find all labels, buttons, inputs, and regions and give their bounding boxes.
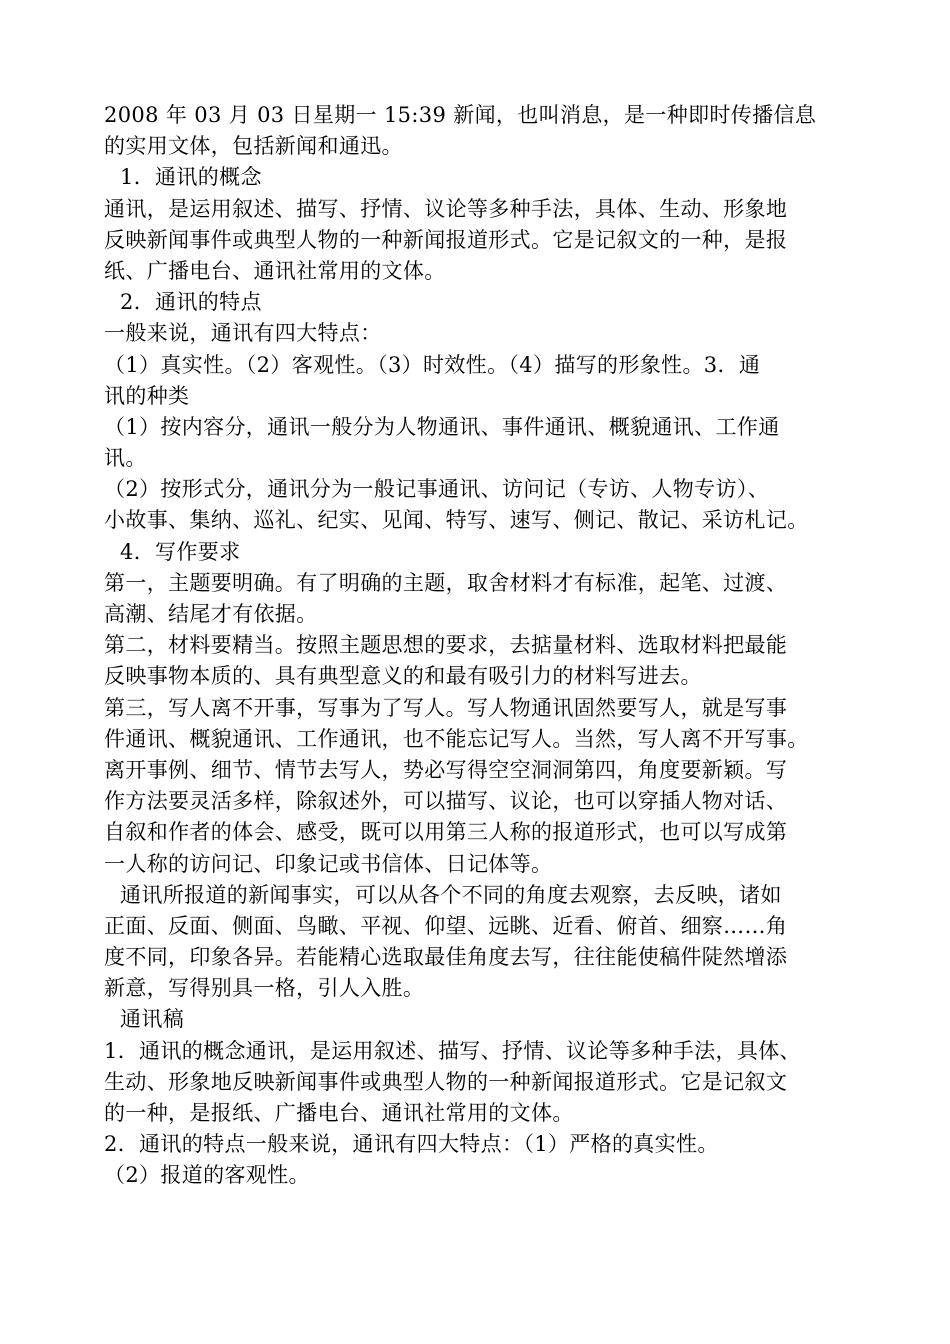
text-line: 第一，主题要明确。有了明确的主题，取舍材料才有标准，起笔、过渡、 bbox=[104, 570, 788, 595]
text-line: 的实用文体，包括新闻和通迅。 bbox=[104, 134, 403, 159]
text-line: 一人称的访问记、印象记或书信体、日记体等。 bbox=[104, 851, 553, 876]
text-line: （1）按内容分，通讯一般分为人物通讯、事件通讯、概貌通讯、工作通 bbox=[104, 414, 780, 439]
text-line: 通讯所报道的新闻事实，可以从各个不同的角度去观察，去反映，诸如 bbox=[120, 882, 782, 907]
text-line: 反映事物本质的、具有典型意义的和最有吸引力的材料写进去。 bbox=[104, 664, 702, 689]
section-heading: 1．通讯的概念 bbox=[120, 165, 262, 190]
text-line: 纸、广播电台、通讯社常用的文体。 bbox=[104, 258, 446, 283]
text-line: 反映新闻事件或典型人物的一种新闻报道形式。它是记叙文的一种，是报 bbox=[104, 227, 788, 252]
section-heading: 2．通讯的特点 bbox=[120, 290, 262, 315]
section-heading: 4．写作要求 bbox=[120, 539, 241, 564]
text-line: 通讯，是运用叙述、描写、抒情、议论等多种手法，具体、生动、形象地 bbox=[104, 196, 788, 221]
text-line: 高潮、结尾才有依据。 bbox=[104, 602, 318, 626]
text-line: 2008 年 03 月 03 日星期一 15:39 新闻，也叫消息，是一种即时传播信息 bbox=[104, 103, 817, 127]
text-line: 作方法要灵活多样，除叙述外，可以描写、议论，也可以穿插人物对话、 bbox=[104, 789, 788, 814]
text-line: 讯。 bbox=[104, 446, 147, 471]
text-line: 第三，写人离不开事，写事为了写人。写人物通讯固然要写人，就是写事 bbox=[104, 695, 788, 720]
text-line: 2．通讯的特点一般来说，通讯有四大特点：（1）严格的真实性。 bbox=[104, 1132, 719, 1157]
text-line: 生动、形象地反映新闻事件或典型人物的一种新闻报道形式。它是记叙文 bbox=[104, 1069, 788, 1094]
text-line: 讯的种类 bbox=[104, 383, 190, 408]
text-line: 正面、反面、侧面、鸟瞰、平视、仰望、远眺、近看、俯首、细察……角 bbox=[104, 913, 788, 938]
text-line: 1．通讯的概念通讯，是运用叙述、描写、抒情、议论等多种手法，具体、 bbox=[104, 1038, 801, 1063]
text-line: （1）真实性。（2）客观性。（3）时效性。（4）描写的形象性。3．通 bbox=[104, 352, 761, 377]
text-line: 第二，材料要精当。按照主题思想的要求，去掂量材料、选取材料把最能 bbox=[104, 633, 788, 658]
text-line: 自叙和作者的体会、感受，既可以用第三人称的报道形式，也可以写成第 bbox=[104, 820, 788, 845]
text-line: 小故事、集纳、巡礼、纪实、见闻、特写、速写、侧记、散记、采访札记。 bbox=[104, 508, 809, 533]
text-line: （2）报道的客观性。 bbox=[104, 1163, 310, 1188]
section-heading: 通讯稿 bbox=[120, 1007, 185, 1032]
text-line: （2）按形式分，通讯分为一般记事通讯、访问记（专访、人物专访）、 bbox=[104, 477, 770, 502]
text-line: 离开事例、细节、情节去写人，势必写得空空洞洞第四，角度要新颖。写 bbox=[104, 757, 788, 782]
text-line: 件通讯、概貌通讯、工作通讯，也不能忘记写人。当然，写人离不开写事。 bbox=[104, 726, 809, 751]
text-line: 一般来说，通讯有四大特点： bbox=[104, 321, 382, 346]
text-line: 新意，写得别具一格，引人入胜。 bbox=[104, 976, 425, 1001]
document-body bbox=[104, 100, 864, 1192]
text-line: 的一种，是报纸、广播电台、通讯社常用的文体。 bbox=[104, 1101, 574, 1125]
text-line: 度不同，印象各异。若能精心选取最佳角度去写，往往能使稿件陡然增添 bbox=[104, 945, 788, 970]
